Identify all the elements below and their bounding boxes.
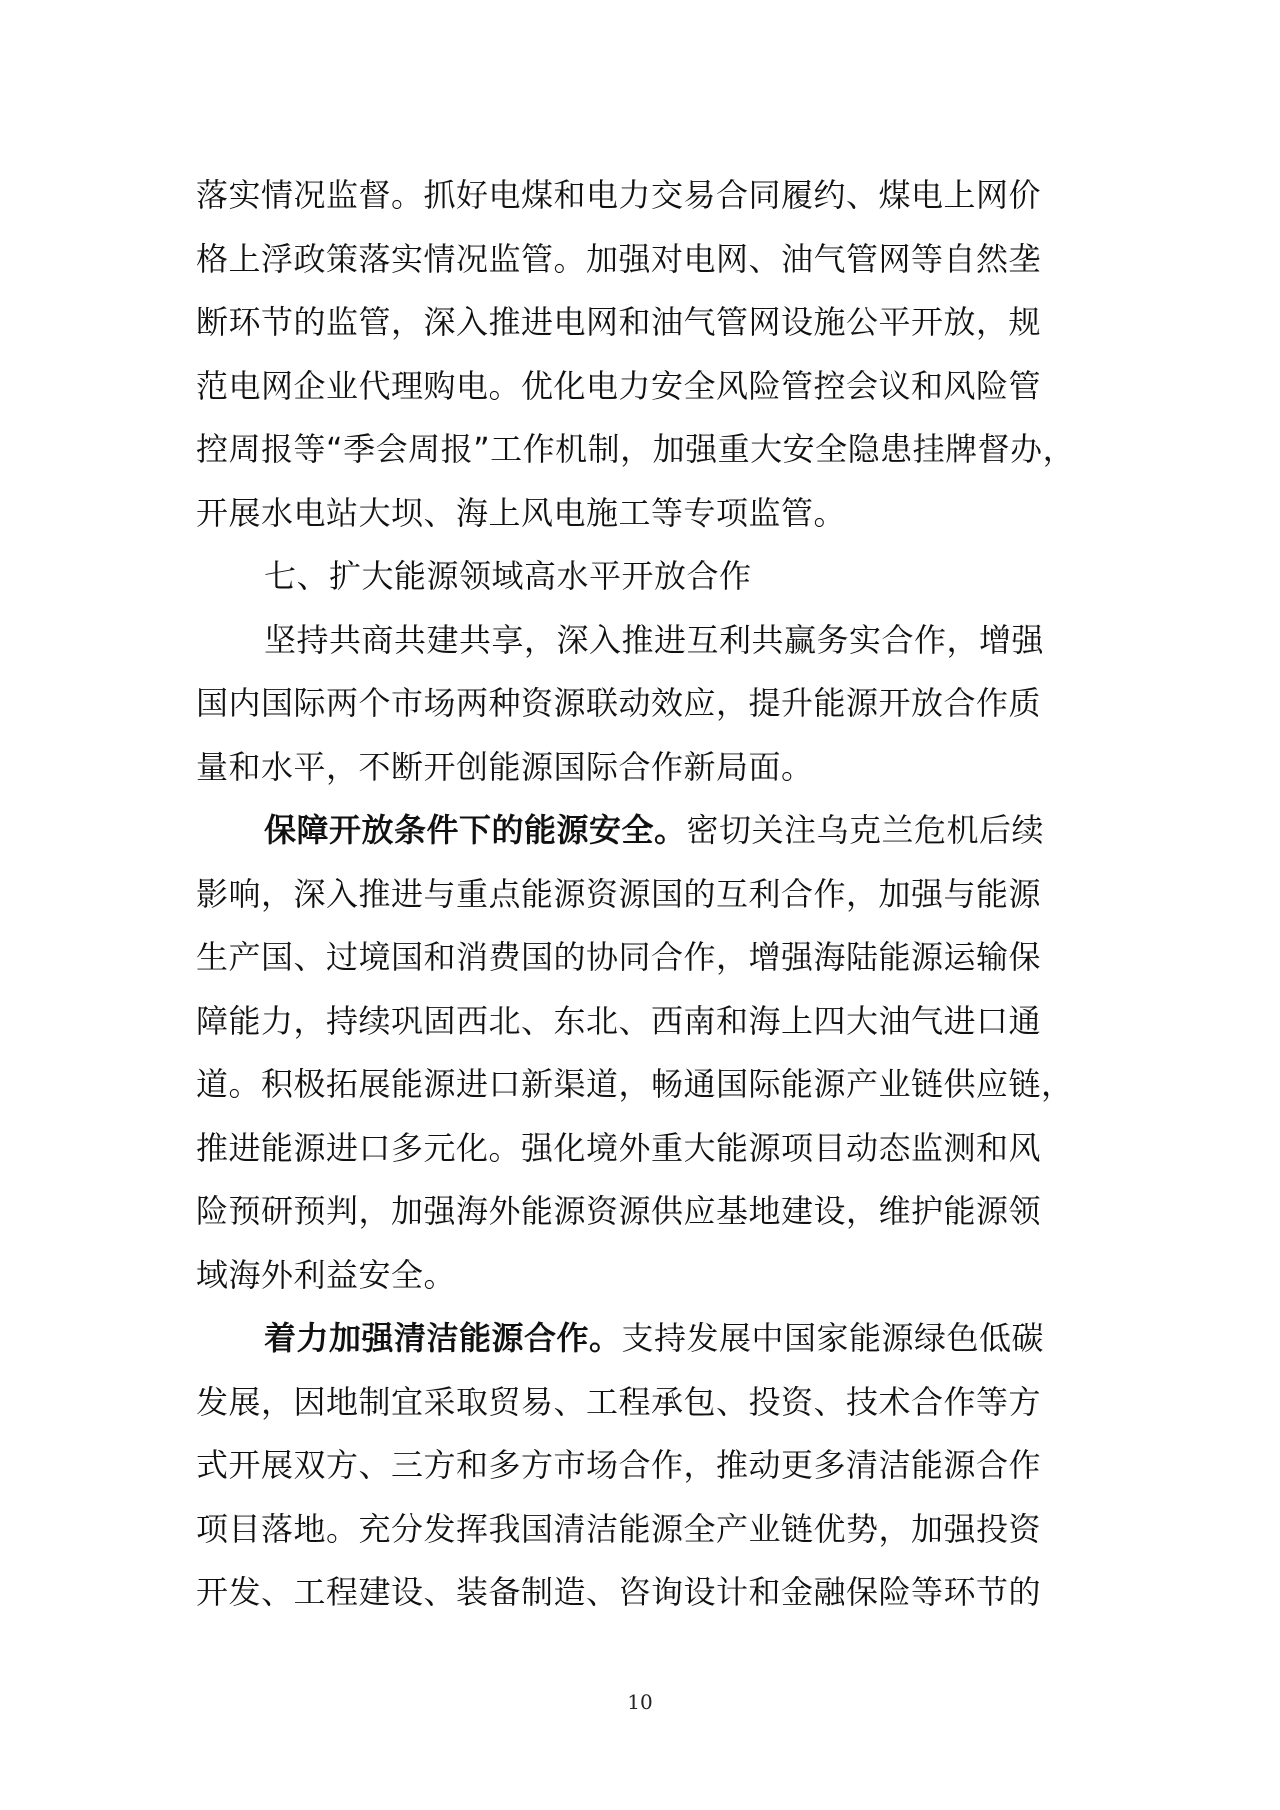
text-line: 道。积极拓展能源进口新渠道，畅通国际能源产业链供应链， [196, 1065, 1074, 1103]
text-line: 域海外利益安全。 [196, 1255, 457, 1294]
paragraph-lead-bold: 保障开放条件下的能源安全。 [264, 811, 687, 849]
paragraph-lead-text: 支持发展中国家能源绿色低碳 [621, 1319, 1045, 1357]
text-line: 项目落地。充分发挥我国清洁能源全产业链优势，加强投资 [196, 1509, 1042, 1548]
text-line: 落实情况监督。抓好电煤和电力交易合同履约、煤电上网价 [196, 176, 1042, 214]
text-line: 格上浮政策落实情况监管。加强对电网、油气管网等自然垄 [196, 239, 1042, 278]
text-line: 开发、工程建设、装备制造、咨询设计和金融保险等环节的 [196, 1573, 1042, 1611]
text-line: 影响，深入推进与重点能源资源国的互利合作，加强与能源 [196, 874, 1042, 913]
paragraph-first-line [196, 799, 1101, 863]
text-line: 推进能源进口多元化。强化境外重大能源项目动态监测和风 [196, 1128, 1042, 1167]
text-line: 发展，因地制宜采取贸易、工程承包、投资、技术合作等方 [196, 1382, 1042, 1421]
text-line: 量和水平，不断开创能源国际合作新局面。 [196, 747, 814, 786]
text-line: 险预研预判，加强海外能源资源供应基地建设，维护能源领 [196, 1192, 1042, 1230]
text-line: 控周报等“季会周报”工作机制，加强重大安全隐患挂牌督办， [196, 430, 1076, 468]
paragraph-first-line [196, 1307, 1101, 1371]
paragraph-first-line: 坚持共商共建共享，深入推进互利共赢务实合作，增强 [264, 620, 1045, 659]
document-body [196, 164, 1101, 1625]
text-line: 开展水电站大坝、海上风电施工等专项监管。 [196, 493, 847, 532]
paragraph-lead-text: 密切关注乌克兰危机后续 [686, 811, 1045, 849]
text-line: 国内国际两个市场两种资源联动效应，提升能源开放合作质 [196, 684, 1042, 722]
text-line: 障能力，持续巩固西北、东北、西南和海上四大油气进口通 [196, 1001, 1042, 1040]
paragraph-lead-bold: 着力加强清洁能源合作。 [264, 1319, 622, 1357]
text-line: 范电网企业代理购电。优化电力安全风险管控会议和风险管 [196, 366, 1042, 405]
page-number: 10 [627, 1690, 653, 1714]
text-line: 生产国、过境国和消费国的协同合作，增强海陆能源运输保 [196, 938, 1042, 976]
text-line: 式开展双方、三方和多方市场合作，推动更多清洁能源合作 [196, 1446, 1042, 1484]
section-heading: 七、扩大能源领域高水平开放合作 [264, 557, 752, 595]
text-line: 断环节的监管，深入推进电网和油气管网设施公平开放，规 [196, 303, 1042, 341]
